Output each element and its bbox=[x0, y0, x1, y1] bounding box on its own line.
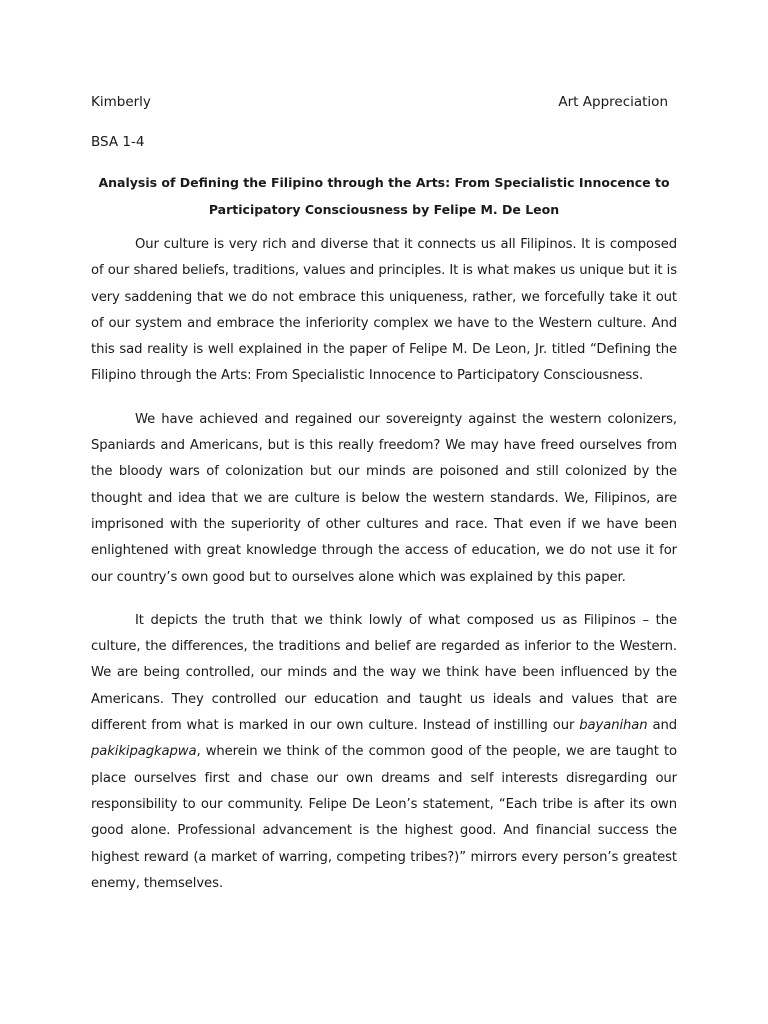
document-body bbox=[91, 232, 677, 914]
paragraph-3-italic-1: bayanihan bbox=[579, 718, 648, 734]
subject-name: Art Appreciation bbox=[558, 94, 668, 110]
header-row bbox=[91, 92, 668, 112]
paragraph-3-part-1: It depicts the truth that we think lowly of what composed us as Filipinos – the culture, the differences, the traditions and belief are regarded as inferior to the Western. We are being controlled, our minds and the way we think have been influenced by the Americans. They controlled our education and taught us ideals and values that are different from what is marked in our own culture. Instead of instilling our bbox=[91, 612, 677, 734]
section-label: BSA 1-4 bbox=[91, 134, 145, 150]
paragraph-3-part-3: , wherein we think of the common good of the people, we are taught to place ourselves first and chase our own dreams and self interests disregarding our responsibility to our community. Felipe De Leon’s statement, “Each tribe is after its own good alone. Professional advancement is the highest good. And financial success the highest reward (a market of warring, competing tribes?)” mirrors every person’s greatest enemy, themselves. bbox=[91, 744, 677, 891]
paragraph-3-italic-2: pakikipagkapwa bbox=[91, 744, 197, 760]
paragraph-1: Our culture is very rich and diverse that it connects us all Filipinos. It is composed of our shared beliefs, traditions, values and principles. It is what makes us unique but it is very saddening that we do not embrace this uniqueness, rather, we forcefully take it out of our system and embrace the inferiority complex we have to the Western culture. And this sad reality is well explained in the paper of Felipe M. De Leon, Jr. titled “Defining the Filipino through the Arts: From Specialistic Innocence to Participatory Consciousness. bbox=[91, 237, 677, 384]
paragraph-3-part-2: and bbox=[647, 718, 678, 734]
document-title: Analysis of Defining the Filipino through the Arts: From Specialistic Innocence to Participatory Consciousness by Felipe M. De Leon bbox=[98, 175, 670, 217]
paragraph-2: We have achieved and regained our sovereignty against the western colonizers, Spaniards and Americans, but is this really freedom? We may have freed ourselves from the bloody wars of colonization but our minds are poisoned and still colonized by the thought and idea that we are culture is below the western standards. We, Filipinos, are imprisoned with the superiority of other cultures and race. That even if we have been enlightened with great knowledge through the access of education, we do not use it for our country’s own good but to ourselves alone which was explained by this paper. bbox=[91, 411, 677, 585]
paragraph-3 bbox=[91, 608, 677, 897]
author-name: Kimberly bbox=[91, 94, 151, 110]
